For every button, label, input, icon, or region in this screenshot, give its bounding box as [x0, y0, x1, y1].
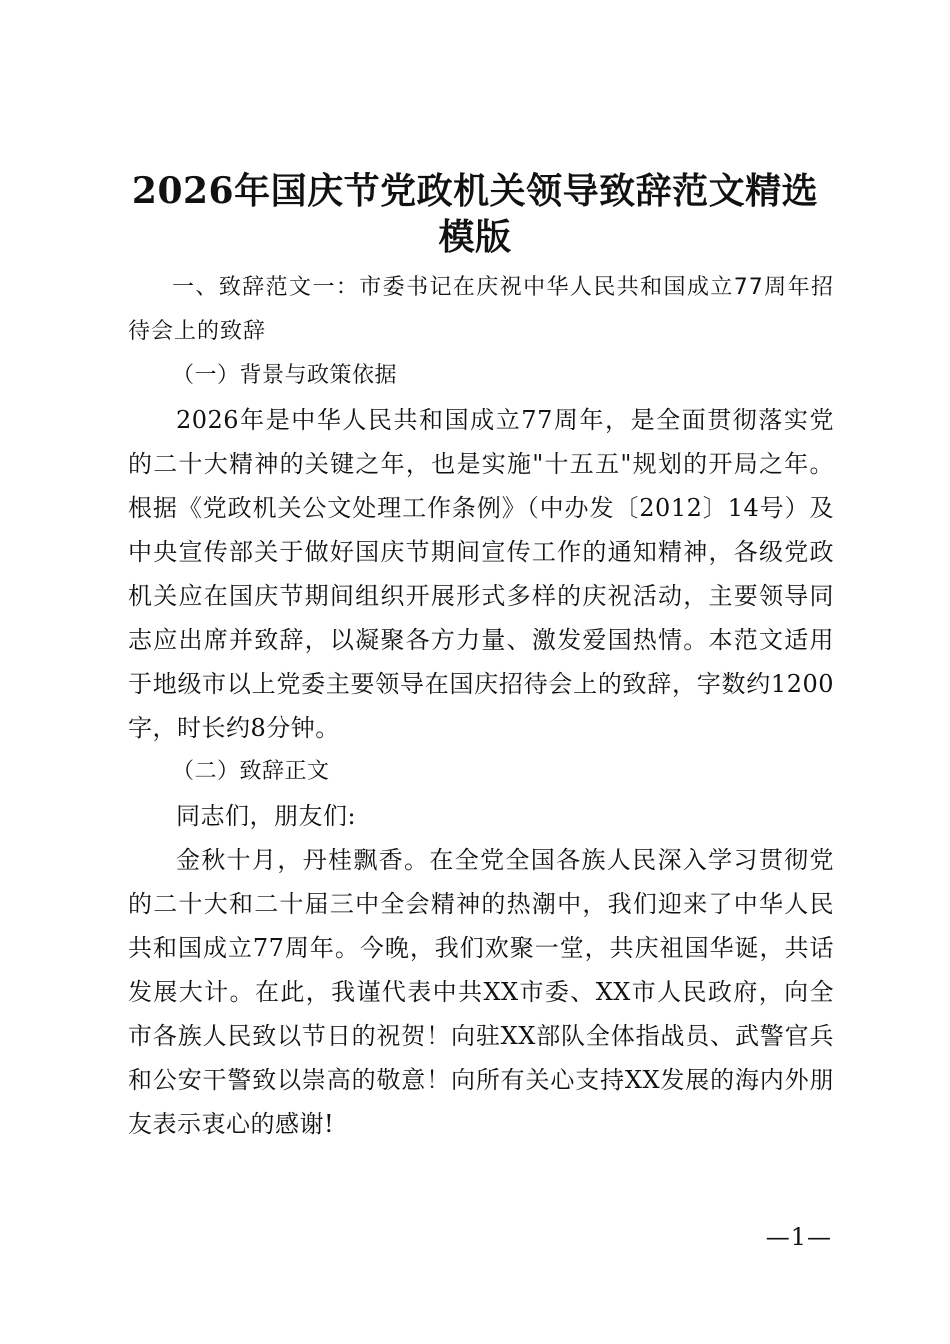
document-title: 2026年国庆节党政机关领导致辞范文精选模版	[131, 170, 819, 258]
subheading-background: （一）背景与政策依据	[172, 363, 398, 388]
salutation: 同志们，朋友们:	[176, 802, 357, 830]
subheading-speech: （二）致辞正文	[172, 759, 330, 784]
page-number: —1—	[765, 1223, 832, 1251]
document-body	[128, 266, 834, 1146]
paragraph-background: 2026年是中华人民共和国成立77周年，是全面贯彻落实党的二十大精神的关键之年，也是实施"十五五"规划的开局之年。根据《党政机关公文处理工作条例》（中办发〔2012〕14号）及中央宣传部关于做好国庆节期间宣传工作的通知精神，各级党政机关应在国庆节期间组织开展形式多样的庆祝活动，主要领导同志应出席并致辞，以凝聚各方力量、激发爱国热情。本范文适用于地级市以上党委主要领导在国庆招待会上的致辞，字数约1200字，时长约8分钟。	[128, 406, 834, 742]
paragraph-speech-opening: 金秋十月，丹桂飘香。在全党全国各族人民深入学习贯彻党的二十大和二十届三中全会精神的热潮中，我们迎来了中华人民共和国成立77周年。今晚，我们欢聚一堂，共庆祖国华诞，共话发展大计。在此，我谨代表中共XX市委、XX市人民政府，向全市各族人民致以节日的祝贺！向驻XX部队全体指战员、武警官兵和公安干警致以崇高的敬意！向所有关心支持XX发展的海内外朋友表示衷心的感谢!	[128, 846, 834, 1138]
section-heading: 一、致辞范文一：市委书记在庆祝中华人民共和国成立77周年招待会上的致辞	[128, 275, 834, 344]
